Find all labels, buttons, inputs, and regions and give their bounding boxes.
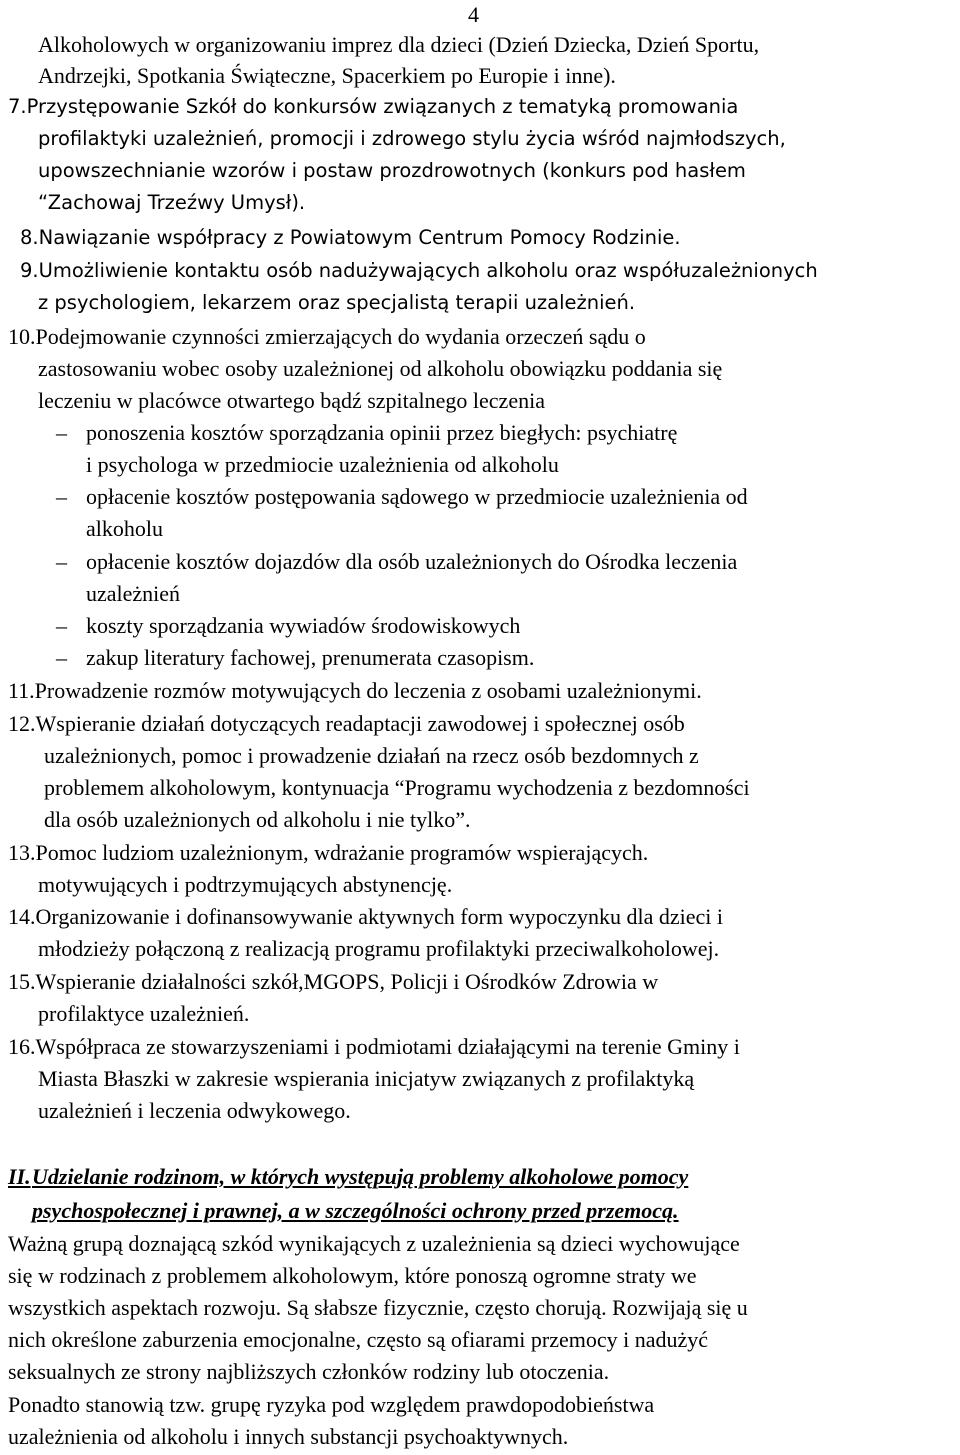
item6-l2: Andrzejki, Spotkania Świąteczne, Spacerkiem po Europie i inne). (38, 63, 616, 88)
item13-l1: 13.Pomoc ludziom uzależnionym, wdrażanie programów wspierających. (8, 840, 649, 865)
sub2-l2: alkoholu (86, 516, 163, 541)
section2-title-l1: Udzielanie rodzinom, w których występują problemy alkoholowe pomocy (32, 1164, 689, 1189)
para2-l2: uzależnienia od alkoholu i innych substancji psychoaktywnych. (8, 1424, 569, 1449)
item7-l3: upowszechnianie wzorów i postaw prozdrowotnych (konkurs pod hasłem (38, 159, 746, 182)
item16-l3: uzależnień i leczenia odwykowego. (38, 1098, 351, 1123)
item12-l1: 12.Wspieranie działań dotyczących readaptacji zawodowej i społecznej osób (8, 711, 685, 736)
item9-l2: z psychologiem, lekarzem oraz specjalistą terapii uzależnień. (38, 291, 636, 314)
section2-title-l2: psychospołecznej i prawnej, a w szczególności ochrony przed przemocą. (32, 1198, 679, 1223)
item6-l1: Alkoholowych w organizowaniu imprez dla dzieci (Dzień Dziecka, Dzień Sportu, (38, 32, 760, 57)
dash5: – (56, 645, 67, 670)
sub1-l1: ponoszenia kosztów sporządzania opinii przez biegłych: psychiatrę (86, 420, 678, 445)
section2-number: II. (8, 1164, 31, 1189)
item12-l2: uzależnionych, pomoc i prowadzenie działań na rzecz osób bezdomnych z (44, 743, 699, 768)
sub1-l2: i psychologa w przedmiocie uzależnienia od alkoholu (86, 452, 559, 477)
item16-l2: Miasta Błaszki w zakresie wspierania inicjatyw związanych z profilaktyką (38, 1066, 695, 1091)
page-number: 4 (468, 2, 479, 27)
item16-l1: 16.Współpraca ze stowarzyszeniami i podmiotami działającymi na terenie Gminy i (8, 1034, 740, 1059)
sub4-l1: koszty sporządzania wywiadów środowiskowych (86, 613, 521, 638)
item11-l1: 11.Prowadzenie rozmów motywujących do leczenia z osobami uzależnionymi. (8, 678, 702, 703)
item8-l1: 8.Nawiązanie współpracy z Powiatowym Centrum Pomocy Rodzinie. (20, 226, 681, 249)
item10-l2: zastosowaniu wobec osoby uzależnionej od alkoholu obowiązku poddania się (38, 356, 723, 381)
item7-l1: 7.Przystępowanie Szkół do konkursów związanych z tematyką promowania (8, 95, 739, 118)
para1-l1: Ważną grupą doznającą szkód wynikających z uzależnienia są dzieci wychowujące (8, 1231, 740, 1256)
sub3-l2: uzależnień (86, 581, 181, 606)
item12-l3: problemem alkoholowym, kontynuacja “Programu wychodzenia z bezdomności (44, 775, 750, 800)
sub2-l1: opłacenie kosztów postępowania sądowego w przedmiocie uzależnienia od (86, 484, 748, 509)
item15-l1: 15.Wspieranie działalności szkół,MGOPS, Policji i Ośrodków Zdrowia w (8, 969, 659, 994)
item9-l1: 9.Umożliwienie kontaktu osób nadużywających alkoholu oraz współuzależnionych (20, 259, 818, 282)
item14-l2: młodzieży połączoną z realizacją programu profilaktyki przeciwalkoholowej. (38, 936, 720, 961)
item10-l3: leczeniu w placówce otwartego bądź szpitalnego leczenia (38, 388, 545, 413)
item15-l2: profilaktyce uzależnień. (38, 1001, 250, 1026)
sub3-l1: opłacenie kosztów dojazdów dla osób uzależnionych do Ośrodka leczenia (86, 549, 738, 574)
item10-l1: 10.Podejmowanie czynności zmierzających do wydania orzeczeń sądu o (8, 324, 646, 349)
para2-l1: Ponadto stanowią tzw. grupę ryzyka pod względem prawdopodobieństwa (8, 1392, 655, 1417)
dash1: – (56, 420, 67, 445)
sub5-l1: zakup literatury fachowej, prenumerata czasopism. (86, 645, 535, 670)
para1-l5: seksualnych ze strony najbliższych członków rodziny lub otoczenia. (8, 1359, 610, 1384)
item12-l4: dla osób uzależnionych od alkoholu i nie tylko”. (44, 807, 471, 832)
dash3: – (56, 549, 67, 574)
para1-l2: się w rodzinach z problemem alkoholowym, które ponoszą ogromne straty we (8, 1263, 697, 1288)
para1-l4: nich określone zaburzenia emocjonalne, często są ofiarami przemocy i nadużyć (8, 1327, 709, 1352)
dash2: – (56, 484, 67, 509)
item13-l2: motywujących i podtrzymujących abstynencję. (38, 872, 453, 897)
item7-l4: “Zachowaj Trzeźwy Umysł). (38, 191, 306, 214)
item7-l2: profilaktyki uzależnień, promocji i zdrowego stylu życia wśród najmłodszych, (38, 127, 786, 150)
para1-l3: wszystkich aspektach rozwoju. Są słabsze fizycznie, często chorują. Rozwijają się u (8, 1295, 748, 1320)
item14-l1: 14.Organizowanie i dofinansowywanie aktywnych form wypoczynku dla dzieci i (8, 904, 723, 929)
dash4: – (56, 613, 67, 638)
